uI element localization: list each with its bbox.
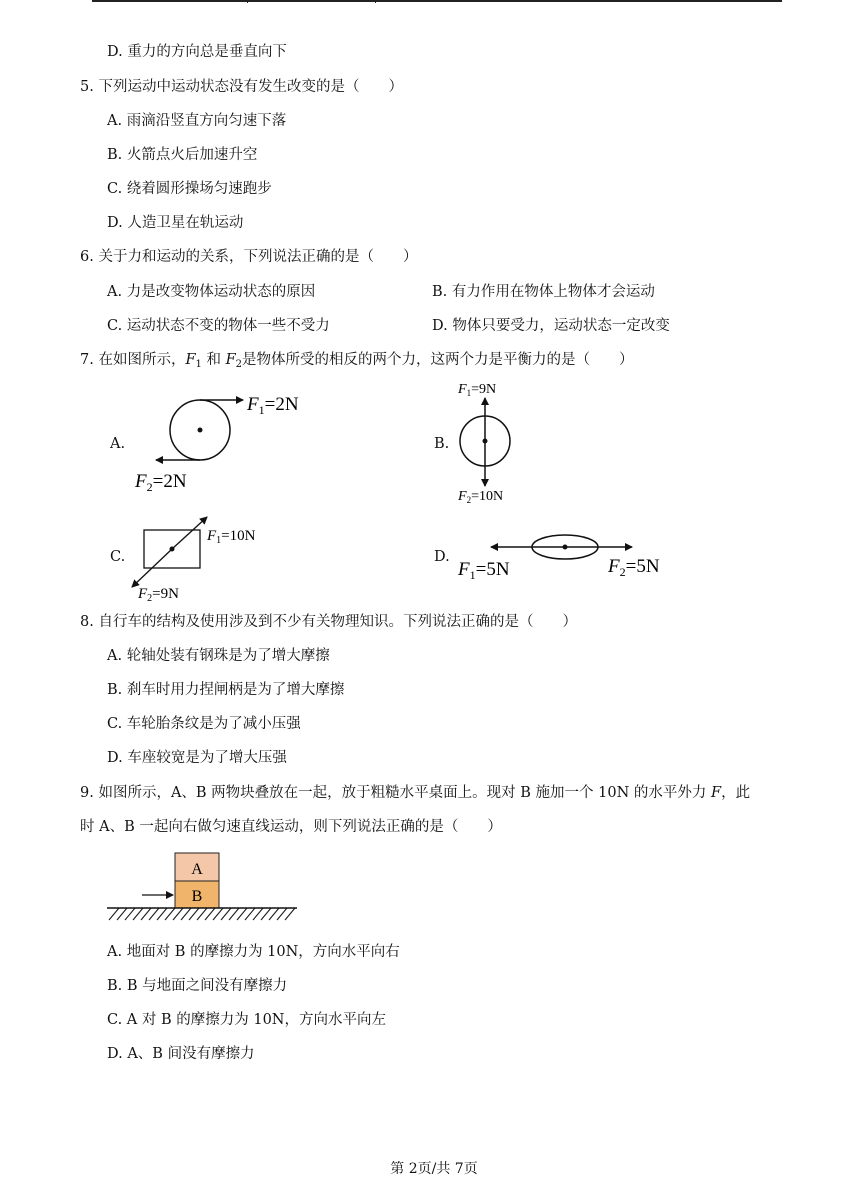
block-a-label: A xyxy=(191,861,203,878)
diagram-a xyxy=(134,394,299,494)
q7-stem: 7. 在如图所示，$F_1$ 和 $F_2$是物体所受的相反的两个力，这两个力是平衡力的是（ ） xyxy=(80,352,634,370)
q9-stem-line1: 9. 如图所示，A、B 两物块叠放在一起，放于粗糙水平桌面上。现对 B 施加一个 10N 的水平外力 F，此 xyxy=(80,785,751,801)
q9-option-b: B. B 与地面之间没有摩擦力 xyxy=(107,978,288,994)
diagram-c-f1-label: $F_1=10N$ xyxy=(207,528,256,546)
page-footer: 第 2页/共 7页 xyxy=(390,1161,478,1177)
q9-option-c: C. A 对 B 的摩擦力为 10N，方向水平向左 xyxy=(107,1012,386,1028)
q8-stem: 8. 自行车的结构及使用涉及到不少有关物理知识。下列说法正确的是（ ） xyxy=(80,614,577,630)
q5-stem: 5. 下列运动中运动状态没有发生改变的是（ ） xyxy=(80,79,403,95)
q7-label-a: A. xyxy=(110,436,126,452)
q9-option-d: D. A、B 间没有摩擦力 xyxy=(107,1046,255,1062)
q9-diagram xyxy=(100,850,305,925)
diagram-c-f2-label: $F_2=9N$ xyxy=(138,586,179,604)
q6-option-a: A. 力是改变物体运动状态的原因 xyxy=(107,284,316,300)
block-b-label: B xyxy=(191,888,203,905)
q6-option-b: B. 有力作用在物体上物体才会运动 xyxy=(432,284,655,300)
diagram-b-f1-label: $F_1=9N$ xyxy=(458,382,497,398)
q5-option-c: C. 绕着圆形操场匀速跑步 xyxy=(107,181,272,197)
q7-label-c: C. xyxy=(110,549,126,565)
diagram-d-f1-label: $F_1=5N$ xyxy=(458,559,510,582)
diagram-b xyxy=(457,382,510,505)
q8-option-c: C. 车轮胎条纹是为了减小压强 xyxy=(107,716,301,732)
q6-option-c: C. 运动状态不变的物体一些不受力 xyxy=(107,318,330,334)
q7-label-b: B. xyxy=(434,436,450,452)
q4-option-d: D. 重力的方向总是垂直向下 xyxy=(107,44,287,60)
q5-option-b: B. 火箭点火后加速升空 xyxy=(107,147,258,163)
q9-stem-line2: 时 A、B 一起向右做匀速直线运动，则下列说法正确的是（ ） xyxy=(80,819,502,835)
q5-option-d: D. 人造卫星在轨运动 xyxy=(107,215,244,231)
q8-option-d: D. 车座较宽是为了增大压强 xyxy=(107,750,287,766)
diagram-b-f2-label: $F_2=10N$ xyxy=(458,489,504,505)
q6-stem: 6. 关于力和运动的关系，下列说法正确的是（ ） xyxy=(80,249,418,265)
diagram-d xyxy=(457,535,660,582)
q8-option-a: A. 轮轴处装有钢珠是为了增大摩擦 xyxy=(107,648,330,664)
q8-option-b: B. 刹车时用力捏闸柄是为了增大摩擦 xyxy=(107,682,345,698)
q9-option-a: A. 地面对 B 的摩擦力为 10N，方向水平向右 xyxy=(107,944,400,960)
q6-option-d: D. 物体只要受力，运动状态一定改变 xyxy=(432,318,670,334)
q5-option-a: A. 雨滴沿竖直方向匀速下落 xyxy=(107,113,287,129)
diagram-a-f1-label: $F_1=2N$ xyxy=(247,394,299,417)
diagram-a-f2-label: $F_2=2N$ xyxy=(135,471,187,494)
diagram-c xyxy=(132,517,256,604)
diagram-d-f2-label: $F_2=5N$ xyxy=(608,556,660,579)
ground-hatch xyxy=(109,908,295,920)
q7-label-d: D. xyxy=(434,549,450,565)
